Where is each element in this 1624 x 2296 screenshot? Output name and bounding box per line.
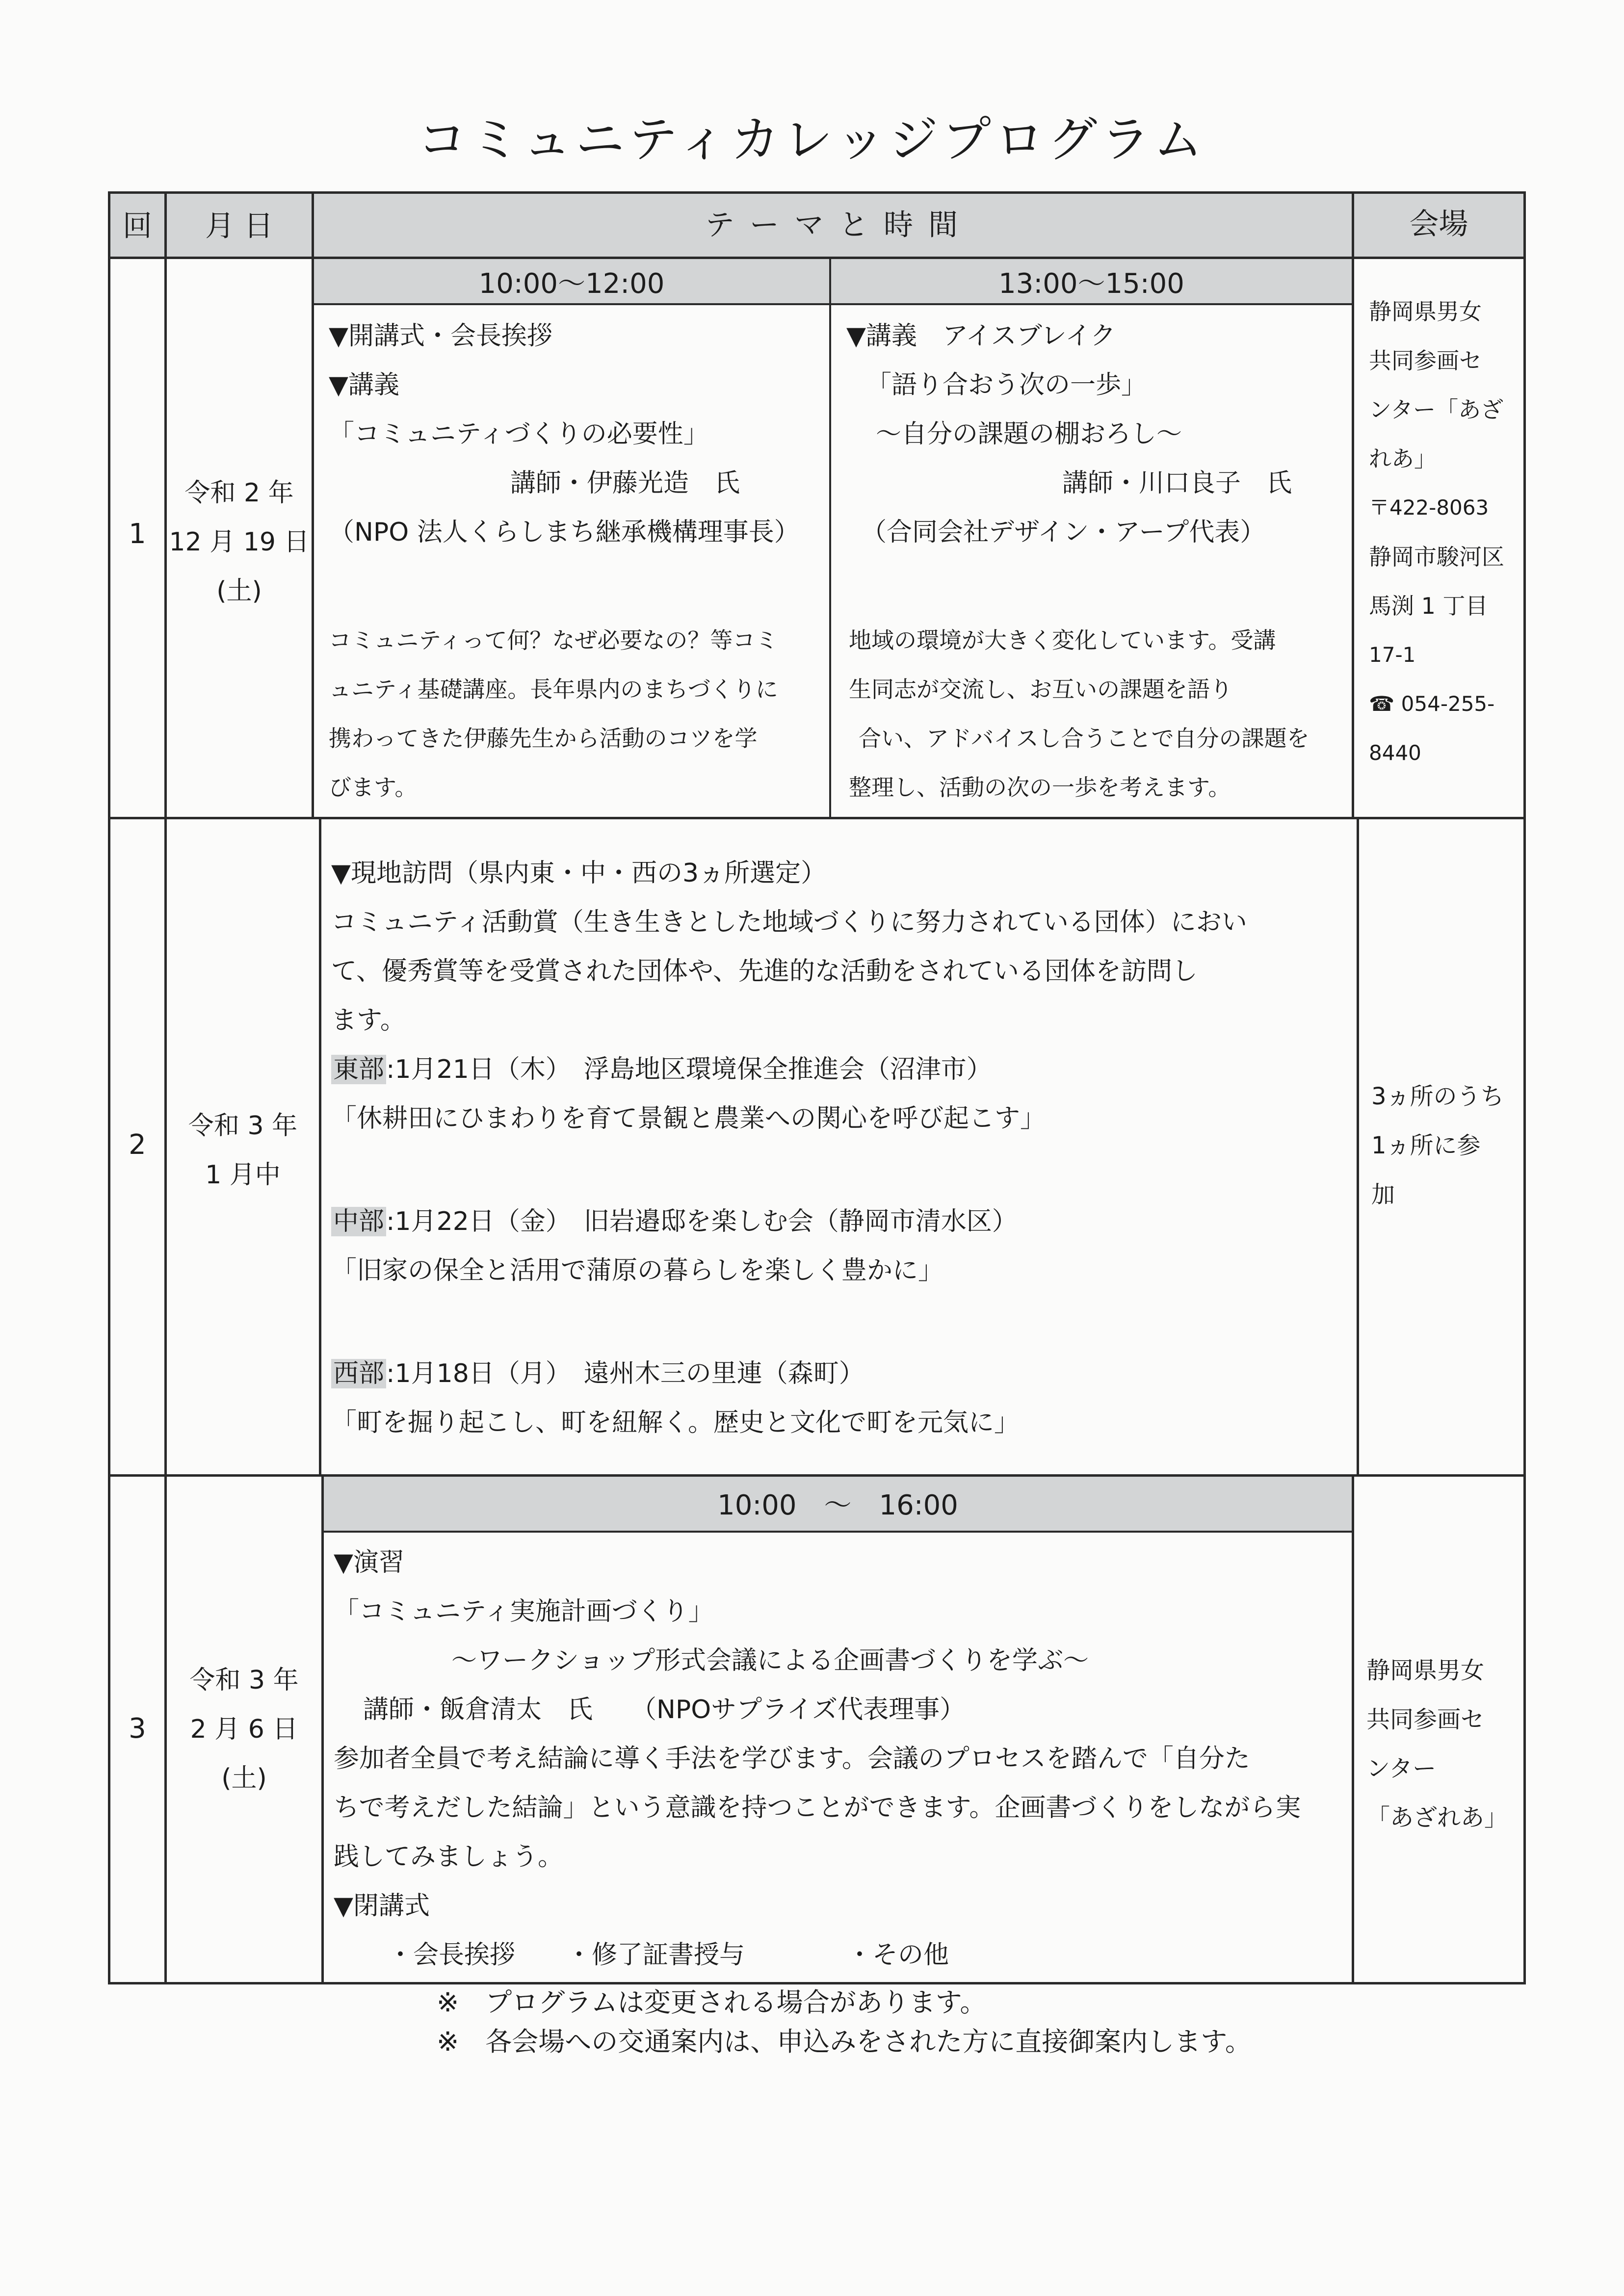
note-program-change: ※ プログラムは変更される場合があります。 bbox=[437, 1987, 987, 2018]
session2-round: 2 bbox=[129, 1129, 146, 1161]
session1-am-time: 10:00～12:00 bbox=[478, 268, 665, 300]
session3-venue: 静岡県男女 共同参画セ ンター 「あざれあ」 bbox=[1366, 1657, 1508, 1831]
session3-round: 3 bbox=[129, 1713, 146, 1745]
session1-pm-desc: 地域の環境が大きく変化しています。受講 生同志が交流し、お互いの課題を語り 合い、アドバイスし合うことで自分の課題を 整理し、活動の次の一歩を考えます。 bbox=[849, 627, 1310, 801]
visit-east: 東部:1月21日（木） 浮島地区環境保全推進会（沼津市） 「休耕田にひまわりを育て景観と農業への関心を呼び起こす」 bbox=[331, 1055, 1046, 1133]
header-round: 回 bbox=[123, 209, 152, 243]
session1-am-body: ▼開講式・会長挨拶 ▼講義 「コミュニティづくりの必要性」 講師・伊藤光造 氏 （NPO 法人くらしまち継承機構理事長） bbox=[329, 321, 800, 547]
header-theme: テ ー マ と 時 間 bbox=[705, 208, 961, 242]
visit-central-area: 中部 bbox=[331, 1207, 386, 1236]
visit-west: 西部:1月18日（月） 遠州木三の里連（森町） 「町を掘り起こし、町を紐解く。歴史と文化で町を元気に」 bbox=[331, 1359, 1020, 1437]
session1-am-desc: コミュニティって何？なぜ必要なの？等コミ ュニティ基礎講座。長年県内のまちづくりに 携わってきた伊藤先生から活動のコツを学 びます。 bbox=[329, 627, 778, 801]
session1-date: 令和 2 年 12 月 19 日 (土) bbox=[169, 478, 310, 606]
header-venue: 会場 bbox=[1409, 207, 1468, 241]
visit-east-area: 東部 bbox=[331, 1055, 386, 1084]
session1-round: 1 bbox=[129, 518, 146, 550]
session2-date: 令和 3 年 1 月中 bbox=[188, 1111, 298, 1190]
session2-intro: ▼現地訪問（県内東・中・西の3ヵ所選定） コミュニティ活動賞（生き生きとした地域づくりに努力されている団体）におい て、優秀賞等を受賞された団体や、先進的な活動をされている団体を訪問し ます。 bbox=[331, 859, 1247, 1035]
program-table bbox=[108, 191, 1526, 1984]
page-title: コミュニティカレッジプログラム bbox=[418, 111, 1206, 168]
header-date: 月 日 bbox=[205, 209, 274, 243]
session3-time: 10:00 ～ 16:00 bbox=[717, 1489, 958, 1521]
session1-venue: 静岡県男女 共同参画セ ンター「あざ れあ」 〒422-8063 静岡市駿河区 馬渕 1 丁目 17-1 ☎ 054-255- 8440 bbox=[1369, 298, 1504, 765]
visit-west-area: 西部 bbox=[331, 1359, 386, 1388]
visit-central: 中部:1月22日（金） 旧岩邉邸を楽しむ会（静岡市清水区） 「旧家の保全と活用で蒲原の暮らしを楽しく豊かに」 bbox=[331, 1207, 1018, 1285]
session1-pm-time: 13:00～15:00 bbox=[998, 268, 1184, 300]
session1-pm-body: ▼講義 アイスブレイク 「語り合おう次の一歩」 ～自分の課題の棚おろし～ 講師・川口良子 氏 （合同会社デザイン・アープ代表） bbox=[846, 321, 1292, 547]
note-transport: ※ 各会場への交通案内は、申込みをされた方に直接御案内します。 bbox=[437, 2026, 1252, 2057]
session3-body: ▼演習 「コミュニティ実施計画づくり」 ～ワークショップ形式会議による企画書づくりを学ぶ～ 講師・飯倉清太 氏 （NPOサプライズ代表理事） 参加者全員で考え結論に導く手法を学びます。会議のプロセスを踏んで「自分た ちで考えだした結論」という意識を持つことができます。企画書づくりをしながら実 践してみましょう。 ▼閉講式 ・会長挨拶 ・修了証書授与 ・その他 bbox=[334, 1548, 1301, 1970]
session3-date: 令和 3 年 2 月 6 日 (土) bbox=[189, 1666, 299, 1793]
session2-venue: 3ヵ所のうち 1ヵ所に参 加 bbox=[1371, 1083, 1504, 1208]
